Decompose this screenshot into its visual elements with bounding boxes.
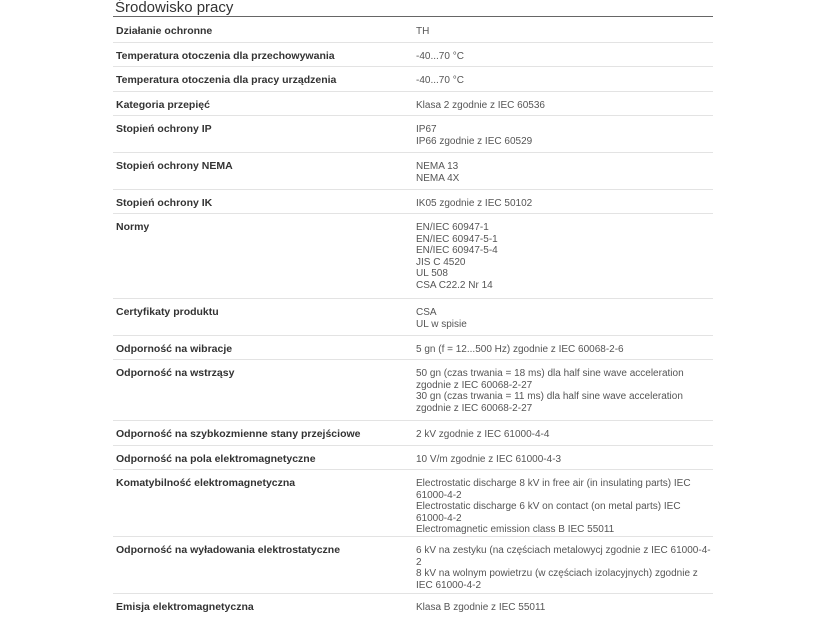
spec-row <box>113 421 713 446</box>
spec-value-line: JIS C 4520 <box>416 256 466 268</box>
spec-value-line: IP66 zgodnie z IEC 60529 <box>416 135 533 147</box>
spec-value-line: Electrostatic discharge 6 kV on contact (on metal parts) IEC 61000-4-2 <box>416 501 681 524</box>
spec-value-line: 8 kV na wolnym powietrzu (w częściach izolacyjnych) zgodnie z IEC 61000-4-2 <box>416 568 698 591</box>
spec-row <box>113 336 713 360</box>
spec-label: Temperatura otoczenia dla przechowywania <box>116 50 335 62</box>
spec-value-line: NEMA 13 <box>416 161 459 172</box>
spec-value-line: -40...70 °C <box>416 75 464 86</box>
spec-label: Normy <box>116 221 150 233</box>
spec-row <box>113 537 713 594</box>
spec-value-line: 50 gn (czas trwania = 18 ms) dla half sine wave acceleration zgodnie z IEC 60068-2-27 <box>416 368 684 391</box>
spec-row <box>113 299 713 336</box>
spec-value-line: NEMA 4X <box>416 172 460 184</box>
spec-label: Odporność na pola elektromagnetyczne <box>116 453 316 465</box>
spec-value <box>416 602 712 614</box>
spec-label: Odporność na wibracje <box>116 343 233 355</box>
spec-row <box>113 594 713 620</box>
spec-value-line: Electrostatic discharge 8 kV in free air (in insulating parts) IEC 61000-4-2 <box>416 478 691 501</box>
spec-value <box>416 161 712 184</box>
spec-value-line: -40...70 °C <box>416 51 464 62</box>
spec-label: Emisja elektromagnetyczna <box>116 601 254 613</box>
spec-value-line: IP67 <box>416 124 437 135</box>
spec-value-line: EN/IEC 60947-1 <box>416 222 489 233</box>
spec-value <box>416 100 712 112</box>
spec-row <box>113 190 713 214</box>
spec-value <box>416 222 712 292</box>
spec-value <box>416 307 712 330</box>
spec-row <box>113 43 713 67</box>
spec-row <box>113 470 713 537</box>
spec-row <box>113 446 713 470</box>
spec-label: Temperatura otoczenia dla pracy urządzenia <box>116 74 337 86</box>
spec-row <box>113 153 713 190</box>
section-title-divider <box>113 16 713 17</box>
spec-row <box>113 92 713 116</box>
spec-label: Odporność na wyładowania elektrostatyczne <box>116 544 341 556</box>
spec-value-line: UL 508 <box>416 268 448 280</box>
spec-label: Certyfikaty produktu <box>116 306 219 318</box>
spec-value <box>416 75 712 87</box>
spec-label: Odporność na wstrząsy <box>116 367 235 379</box>
spec-row <box>113 18 713 43</box>
spec-label: Odporność na szybkozmienne stany przejściowe <box>116 428 361 440</box>
spec-value <box>416 454 712 466</box>
spec-value-line: 10 V/m zgodnie z IEC 61000-4-3 <box>416 454 562 465</box>
spec-value-line: IK05 zgodnie z IEC 50102 <box>416 198 533 209</box>
spec-value-line: CSA C22.2 Nr 14 <box>416 279 493 291</box>
spec-value-line: UL w spisie <box>416 318 467 330</box>
spec-row <box>113 116 713 153</box>
spec-value-line: Electromagnetic emission class B IEC 55011 <box>416 524 615 536</box>
spec-label: Komatybilność elektromagnetyczna <box>116 477 296 489</box>
spec-label: Stopień ochrony IP <box>116 123 212 135</box>
spec-label: Stopień ochrony IK <box>116 197 213 209</box>
specs-table <box>113 18 713 620</box>
spec-value <box>416 478 712 536</box>
spec-row <box>113 214 713 299</box>
spec-value <box>416 429 712 441</box>
spec-value-line: 5 gn (f = 12...500 Hz) zgodnie z IEC 60068-2-6 <box>416 344 624 355</box>
spec-value <box>416 51 712 63</box>
spec-value <box>416 124 712 147</box>
section-title: Środowisko pracy <box>115 0 234 16</box>
spec-value-line: 30 gn (czas trwania = 11 ms) dla half sine wave acceleration zgodnie z IEC 60068-2-27 <box>416 391 683 414</box>
spec-value-line: CSA <box>416 307 437 318</box>
spec-value-line: Klasa B zgodnie z IEC 55011 <box>416 602 546 613</box>
spec-label: Działanie ochronne <box>116 25 213 37</box>
spec-value <box>416 26 712 38</box>
spec-value-line: 2 kV zgodnie z IEC 61000-4-4 <box>416 429 550 440</box>
spec-value-line: 6 kV na zestyku (na częściach metalowycj zgodnie z IEC 61000-4-2 <box>416 545 711 568</box>
spec-value <box>416 344 712 356</box>
spec-value <box>416 198 712 210</box>
spec-value-line: EN/IEC 60947-5-4 <box>416 245 498 257</box>
spec-value <box>416 368 712 414</box>
spec-label: Stopień ochrony NEMA <box>116 160 233 172</box>
spec-value-line: EN/IEC 60947-5-1 <box>416 233 498 245</box>
spec-value-line: Klasa 2 zgodnie z IEC 60536 <box>416 100 545 111</box>
spec-value-line: TH <box>416 26 430 37</box>
spec-value <box>416 545 712 591</box>
spec-label: Kategoria przepięć <box>116 99 210 111</box>
spec-row <box>113 360 713 421</box>
spec-row <box>113 67 713 92</box>
